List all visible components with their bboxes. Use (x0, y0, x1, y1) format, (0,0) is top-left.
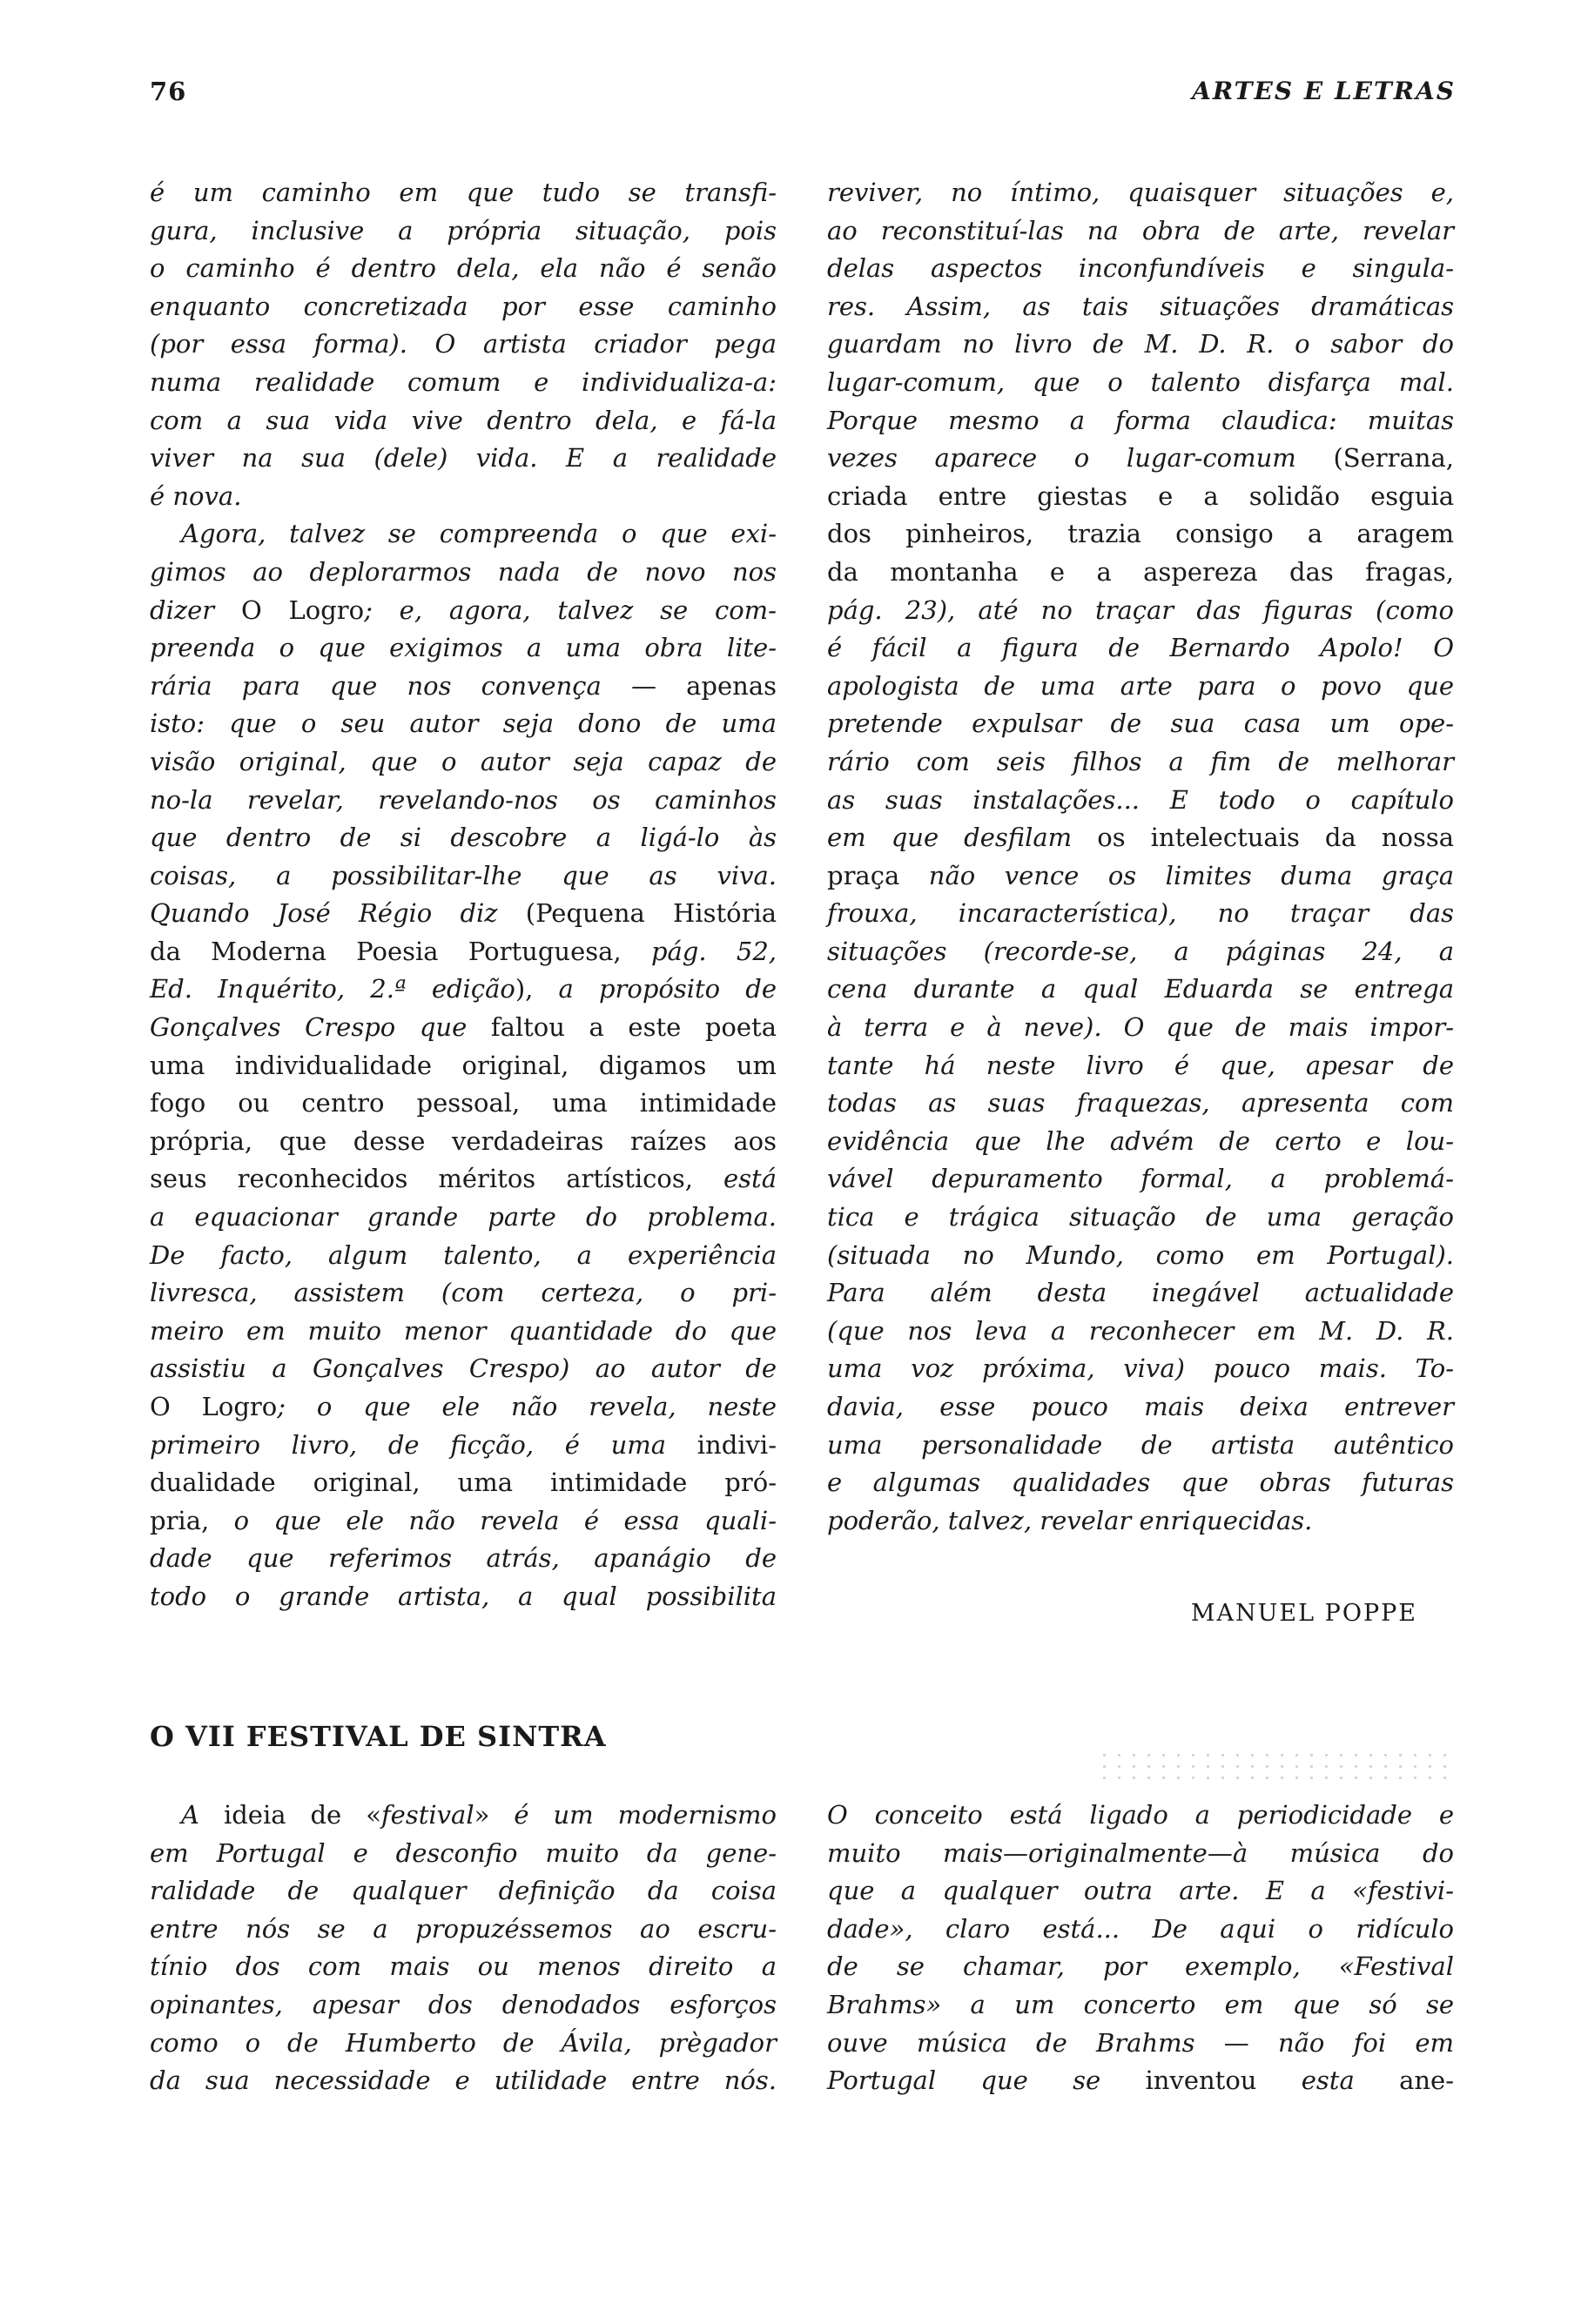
text-run: que a qualquer outra arte. E a «festivi- (827, 1876, 1454, 1906)
text-line (150, 1313, 777, 1351)
text-run: Porque mesmo a forma claudica: muitas (827, 405, 1454, 435)
text-line (150, 1911, 777, 1949)
text-line (827, 288, 1454, 326)
text-line (827, 1009, 1454, 1047)
text-run: rário com seis filhos a fim de melhorar (827, 746, 1454, 776)
text-run: (que nos leva a reconhecer em M. D. R. (827, 1315, 1454, 1346)
text-line (150, 1835, 777, 1873)
text-run: praça (827, 860, 929, 890)
text-line (827, 250, 1454, 288)
text-run: é um modernismo (514, 1800, 777, 1830)
text-line (827, 1350, 1454, 1388)
text-run: frouxa, incaracterística), no traçar das (827, 898, 1454, 929)
text-line (150, 364, 777, 402)
text-line (827, 478, 1454, 516)
text-run: meiro em muito menor quantidade do que (150, 1315, 777, 1346)
running-head: ARTES E LETRAS (1192, 77, 1456, 105)
text-run: como o de Humberto de Ávila, prègador (150, 2027, 777, 2058)
festival-left-column (150, 1797, 777, 2100)
text-line (150, 212, 777, 251)
text-run: — apenas (601, 670, 777, 701)
text-line (150, 1578, 777, 1616)
text-run: Quando José Régio diz (150, 898, 526, 929)
text-line (150, 2025, 777, 2063)
text-line (150, 1274, 777, 1313)
text-line (827, 1274, 1454, 1313)
text-run: não foi em (1277, 2027, 1454, 2058)
text-line (827, 1986, 1454, 2025)
text-run: o caminho é dentro dela, ela não é senão (150, 253, 777, 284)
text-run: é fácil a figura de Bernardo Apolo! O (827, 633, 1454, 663)
text-line (827, 1237, 1454, 1275)
text-run: De facto, algum talento, a experiência (150, 1239, 777, 1270)
text-run: tínio dos com mais ou menos direito a (150, 1951, 777, 1982)
text-run: à terra e à neve). O que de mais impor- (827, 1012, 1454, 1043)
text-run: coisas, a possibilitar-lhe que as viva. (150, 860, 777, 890)
text-line (827, 174, 1454, 212)
text-run: dade que referimos atrás, apanágio de (150, 1543, 777, 1574)
text-run: A (181, 1800, 224, 1830)
text-run: poderão, talvez, revelar enriquecidas. (827, 1505, 1313, 1535)
text-line (827, 440, 1454, 478)
text-line (150, 782, 777, 820)
text-run: enquanto concretizada por esse caminho (150, 291, 777, 321)
text-run: pretende expulsar de sua casa um ope- (827, 709, 1454, 739)
text-line (827, 782, 1454, 820)
text-run: reviver, no íntimo, quaisquer situações e, (827, 178, 1454, 207)
text-run: dualidade original, uma intimidade pró- (150, 1468, 777, 1498)
text-line (150, 895, 777, 933)
text-run: o que ele não revela é essa quali- (233, 1505, 777, 1535)
text-line (150, 1388, 777, 1427)
text-run: preenda o que exigimos a uma obra lite- (150, 633, 777, 663)
text-line (827, 1388, 1454, 1427)
text-run: da Moderna Poesia Portuguesa, (150, 936, 651, 966)
text-run: apologista de uma arte para o povo que (827, 670, 1454, 701)
text-line (827, 2025, 1454, 2063)
text-run: (por essa forma). O artista criador pega (150, 329, 777, 359)
text-run: com a sua vida vive dentro dela, e fá-la (150, 405, 777, 435)
text-run: isto: que o seu autor seja dono de uma (150, 709, 777, 739)
text-line (150, 1237, 777, 1275)
text-line (827, 819, 1454, 857)
text-line (150, 1160, 777, 1199)
text-run: ralidade de qualquer definição da coisa (150, 1876, 777, 1906)
text-run: fogo ou centro pessoal, uma intimidade (150, 1088, 777, 1118)
text-run: gimos ao deplorarmos nada de novo nos (150, 556, 777, 587)
text-line (827, 1047, 1454, 1085)
text-line (827, 895, 1454, 933)
text-run: ; e, agora, talvez se com- (364, 594, 777, 625)
text-line (150, 402, 777, 440)
text-run: ouve música de Brahms (827, 2027, 1195, 2058)
text-run: assistiu a Gonçalves Crespo) ao autor de (150, 1353, 777, 1384)
text-line (150, 1502, 777, 1541)
text-run: vezes aparece o lugar-comum (827, 443, 1334, 474)
text-run: esta (1301, 2065, 1400, 2096)
text-run: inventou (1145, 2065, 1302, 2096)
text-line (150, 326, 777, 364)
text-run: vável depuramento formal, a problemá- (827, 1164, 1454, 1194)
text-line (827, 1948, 1454, 1986)
text-line (150, 1085, 777, 1123)
text-line (827, 933, 1454, 971)
text-run: festival (380, 1800, 474, 1830)
text-run: todas as suas fraquezas, apresenta com (827, 1088, 1454, 1118)
text-run: uma personalidade de artista autêntico (827, 1429, 1454, 1460)
text-run: ), (515, 974, 559, 1004)
text-run: faltou a este poeta (490, 1012, 777, 1043)
text-line (827, 402, 1454, 440)
review-left-column (150, 174, 777, 1616)
text-line (150, 2062, 777, 2100)
text-line (827, 1872, 1454, 1911)
text-run: dos pinheiros, trazia consigo a aragem (827, 519, 1454, 549)
text-run: em Portugal e desconfio muito da gene- (150, 1837, 777, 1868)
text-line (827, 326, 1454, 364)
text-run: indivi- (696, 1429, 777, 1460)
text-run: Ed. Inquérito, 2.ª edição (150, 974, 515, 1004)
text-run: que dentro de si descobre a ligá-lo às (150, 823, 777, 853)
text-line (150, 174, 777, 212)
text-line (150, 250, 777, 288)
text-line (827, 1502, 1454, 1541)
text-line (827, 2062, 1454, 2100)
text-run: pág. 52, (650, 936, 777, 966)
text-line (827, 857, 1454, 896)
text-line (150, 1872, 777, 1911)
text-run: res. Assim, as tais situações dramáticas (827, 291, 1454, 321)
text-line (827, 212, 1454, 251)
text-run: Para além desta inegável actualidade (827, 1278, 1454, 1308)
text-run: seus reconhecidos méritos artísticos, (150, 1164, 723, 1194)
text-line (150, 515, 777, 554)
text-run: está (723, 1164, 777, 1194)
text-run: Gonçalves Crespo que (150, 1012, 491, 1043)
text-line (827, 554, 1454, 592)
text-line (150, 1797, 777, 1835)
text-run: guardam no livro de M. D. R. o sabor do (827, 329, 1454, 359)
text-run: (Serrana, (1333, 443, 1454, 474)
text-run: ao reconstituí-las na obra de arte, revelar (827, 215, 1454, 245)
text-run: dizer (150, 594, 241, 625)
text-run: situações (recorde-se, a páginas 24, a (827, 936, 1454, 966)
text-line (150, 1350, 777, 1388)
text-run: Portugal que se (827, 2065, 1146, 2096)
text-line (150, 1948, 777, 1986)
text-line (150, 857, 777, 896)
text-run: evidência que lhe advém de certo e lou- (827, 1125, 1454, 1156)
text-run: viver na sua (dele) vida. E a realidade (150, 443, 777, 474)
text-run: O Logro (150, 1392, 278, 1421)
text-line (827, 743, 1454, 782)
text-line (827, 1911, 1454, 1949)
text-run: primeiro livro, de ficção, é uma (150, 1429, 697, 1460)
text-run: entre nós se a propuzéssemos ao escru- (150, 1913, 777, 1944)
text-line (150, 1986, 777, 2025)
text-run: — (1194, 2027, 1278, 2058)
text-run: ; o que ele não revela, neste (277, 1392, 777, 1421)
text-line (150, 592, 777, 630)
text-line (150, 971, 777, 1009)
text-run: gura, inclusive a própria situação, pois (150, 215, 777, 245)
text-run: livresca, assistem (com certeza, o pri- (150, 1278, 777, 1308)
text-line (827, 1160, 1454, 1199)
text-run: opinantes, apesar dos denodados esforços (150, 1989, 777, 2019)
text-line (827, 592, 1454, 630)
text-line (827, 1199, 1454, 1237)
text-run: uma individualidade original, digamos um (150, 1050, 777, 1080)
text-run: é um caminho em que tudo se transfi- (150, 178, 777, 207)
text-line (827, 1085, 1454, 1123)
text-run: (Pequena História (525, 898, 777, 929)
text-run: todo o grande artista, a qual possibilita (150, 1581, 777, 1611)
text-line (150, 819, 777, 857)
page-number: 76 (150, 77, 187, 106)
text-run: Brahms» a um concerto em que só se (827, 1989, 1454, 2019)
text-line (827, 629, 1454, 668)
text-run: a propósito de (558, 974, 777, 1004)
text-run: no-la revelar, revelando-nos os caminhos (150, 784, 777, 815)
text-run: própria, que desse verdadeiras raízes aos (150, 1125, 777, 1156)
text-run: O Logro (240, 594, 365, 625)
text-run: lugar-comum, que o talento disfarça mal. (827, 366, 1454, 397)
text-run: muito mais—originalmente—à música do (827, 1837, 1454, 1868)
text-line (150, 1540, 777, 1578)
text-line (827, 1835, 1454, 1873)
text-line (827, 971, 1454, 1009)
text-line (150, 478, 777, 516)
text-line (150, 288, 777, 326)
text-line (827, 1427, 1454, 1465)
text-line (827, 364, 1454, 402)
text-line (150, 668, 777, 706)
text-line (150, 629, 777, 668)
text-line (150, 440, 777, 478)
text-run: é nova. (150, 480, 242, 511)
text-run: de se chamar, por exemplo, «Festival (827, 1951, 1454, 1982)
text-run: Agora, talvez se compreenda o que exi- (181, 519, 777, 549)
text-line (827, 515, 1454, 554)
text-run: visão original, que o autor seja capaz de (150, 746, 777, 776)
text-run: em que desfilam (827, 823, 1098, 853)
text-line (150, 1427, 777, 1465)
text-run: tica e trágica situação de uma geração (827, 1202, 1454, 1233)
text-line (827, 1123, 1454, 1161)
text-line (150, 1464, 777, 1502)
text-run: a equacionar grande parte do problema. (150, 1202, 777, 1233)
text-run: da sua necessidade e utilidade entre nós. (150, 2065, 777, 2096)
print-speckle (1097, 1750, 1454, 1784)
text-run: dade», claro está... De aqui o ridículo (827, 1913, 1454, 1944)
text-run: numa realidade comum e individualiza-a: (150, 366, 777, 397)
text-run: as suas instalações... E todo o capítulo (827, 784, 1454, 815)
text-line (150, 554, 777, 592)
section-title: O VII FESTIVAL DE SINTRA (150, 1720, 607, 1753)
text-line (150, 743, 777, 782)
text-run: ideia de « (223, 1800, 381, 1830)
text-run: cena durante a qual Eduarda se entrega (827, 974, 1454, 1004)
text-line (827, 705, 1454, 743)
review-right-column (827, 174, 1454, 1540)
text-line (827, 668, 1454, 706)
text-run: tante há neste livro é que, apesar de (827, 1050, 1454, 1080)
text-run: pria, (150, 1505, 234, 1535)
festival-right-column (827, 1797, 1454, 2100)
text-line (150, 1009, 777, 1047)
author-signature: MANUEL POPPE (1190, 1600, 1417, 1627)
text-run: uma voz próxima, viva) pouco mais. To- (827, 1353, 1454, 1384)
text-run: criada entre giestas e a solidão esguia (827, 480, 1454, 511)
text-run: ane- (1399, 2065, 1454, 2096)
text-line (827, 1797, 1454, 1835)
text-line (827, 1313, 1454, 1351)
text-run: pág. 23), até no traçar das figuras (como (827, 594, 1454, 625)
text-run: » (474, 1800, 515, 1830)
text-run: delas aspectos inconfundíveis e singula- (827, 253, 1454, 284)
text-line (150, 705, 777, 743)
text-line (150, 933, 777, 971)
text-run: davia, esse pouco mais deixa entrever (827, 1392, 1454, 1421)
text-line (150, 1047, 777, 1085)
text-line (150, 1199, 777, 1237)
text-run: rária para que nos convença (150, 670, 602, 701)
text-run: (situada no Mundo, como em Portugal). (827, 1239, 1454, 1270)
text-line (827, 1464, 1454, 1502)
text-line (150, 1123, 777, 1161)
text-run: não vence os limites duma graça (928, 860, 1454, 890)
text-run: os intelectuais da nossa (1097, 823, 1454, 853)
text-run: O conceito está ligado a periodicidade e (827, 1800, 1454, 1830)
text-run: e algumas qualidades que obras futuras (827, 1468, 1454, 1498)
text-run: da montanha e a aspereza das fragas, (827, 556, 1454, 587)
